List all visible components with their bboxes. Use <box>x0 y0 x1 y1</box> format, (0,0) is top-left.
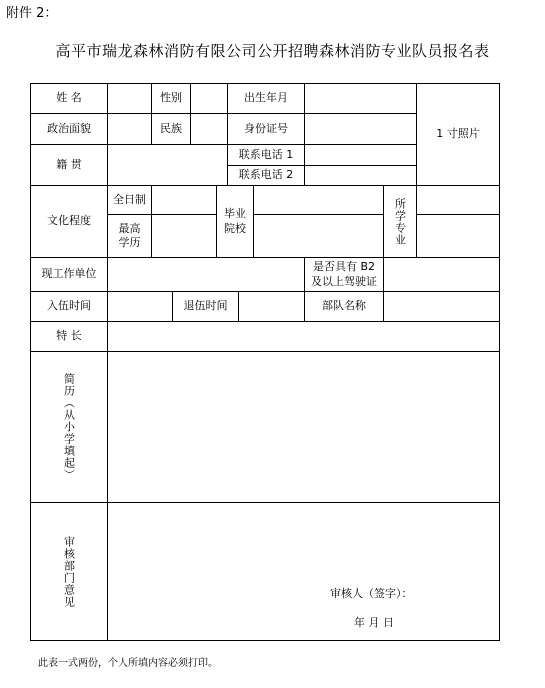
resume-field[interactable] <box>107 351 500 503</box>
education-label: 文化程度 <box>30 185 108 258</box>
resume-label: 简历（从小学填起） <box>30 351 108 503</box>
phone1-label: 联系电话 1 <box>227 144 305 166</box>
major-label: 所学专业 <box>383 185 417 258</box>
photo-box[interactable]: 1 寸照片 <box>416 83 500 186</box>
form-title: 高平市瑞龙森林消防有限公司公开招聘森林消防专业队员报名表 <box>55 42 490 60</box>
fulltime-label: 全日制 <box>107 185 152 215</box>
discharge-time-field[interactable] <box>238 291 305 322</box>
discharge-time-label: 退伍时间 <box>172 291 239 322</box>
enlist-time-label: 入伍时间 <box>30 291 108 322</box>
graduate-school-field-2[interactable] <box>253 214 384 258</box>
political-label: 政治面貌 <box>30 113 108 145</box>
specialty-field[interactable] <box>107 321 500 352</box>
fulltime-field[interactable] <box>151 185 217 215</box>
name-field[interactable] <box>107 83 152 114</box>
political-field[interactable] <box>107 113 152 145</box>
gender-field[interactable] <box>190 83 228 114</box>
graduate-school-field-1[interactable] <box>253 185 384 215</box>
name-label: 姓 名 <box>30 83 108 114</box>
id-number-label: 身份证号 <box>227 113 305 145</box>
phone2-label: 联系电话 2 <box>227 165 305 186</box>
native-place-field[interactable] <box>107 144 228 186</box>
phone2-field[interactable] <box>304 165 417 186</box>
review-date: 年 月 日 <box>354 616 394 629</box>
reviewer-signature-label: 审核人（签字）： <box>330 587 413 600</box>
attachment-label: 附件 2： <box>6 6 58 21</box>
ethnicity-label: 民族 <box>151 113 191 145</box>
b2-license-label: 是否具有 B2 及以上驾驶证 <box>304 257 384 292</box>
ethnicity-field[interactable] <box>190 113 228 145</box>
highest-edu-field[interactable] <box>151 214 217 258</box>
birth-field[interactable] <box>304 83 417 114</box>
work-unit-label: 现工作单位 <box>30 257 108 292</box>
specialty-label: 特 长 <box>30 321 108 352</box>
major-field-1[interactable] <box>416 185 500 215</box>
phone1-field[interactable] <box>304 144 417 166</box>
gender-label: 性别 <box>151 83 191 114</box>
major-field-2[interactable] <box>416 214 500 258</box>
birth-label: 出生年月 <box>227 83 305 114</box>
id-number-field[interactable] <box>304 113 417 145</box>
b2-license-field[interactable] <box>383 257 500 292</box>
work-unit-field[interactable] <box>107 257 305 292</box>
review-label: 审核部门意见 <box>30 502 108 641</box>
unit-name-field[interactable] <box>383 291 500 322</box>
enlist-time-field[interactable] <box>107 291 173 322</box>
footer-note: 此表一式两份，个人所填内容必须打印。 <box>38 658 218 669</box>
native-place-label: 籍 贯 <box>30 144 108 186</box>
review-field[interactable] <box>107 502 500 641</box>
graduate-school-label: 毕业院校 <box>216 185 254 258</box>
unit-name-label: 部队名称 <box>304 291 384 322</box>
highest-edu-label: 最高学历 <box>107 214 152 258</box>
